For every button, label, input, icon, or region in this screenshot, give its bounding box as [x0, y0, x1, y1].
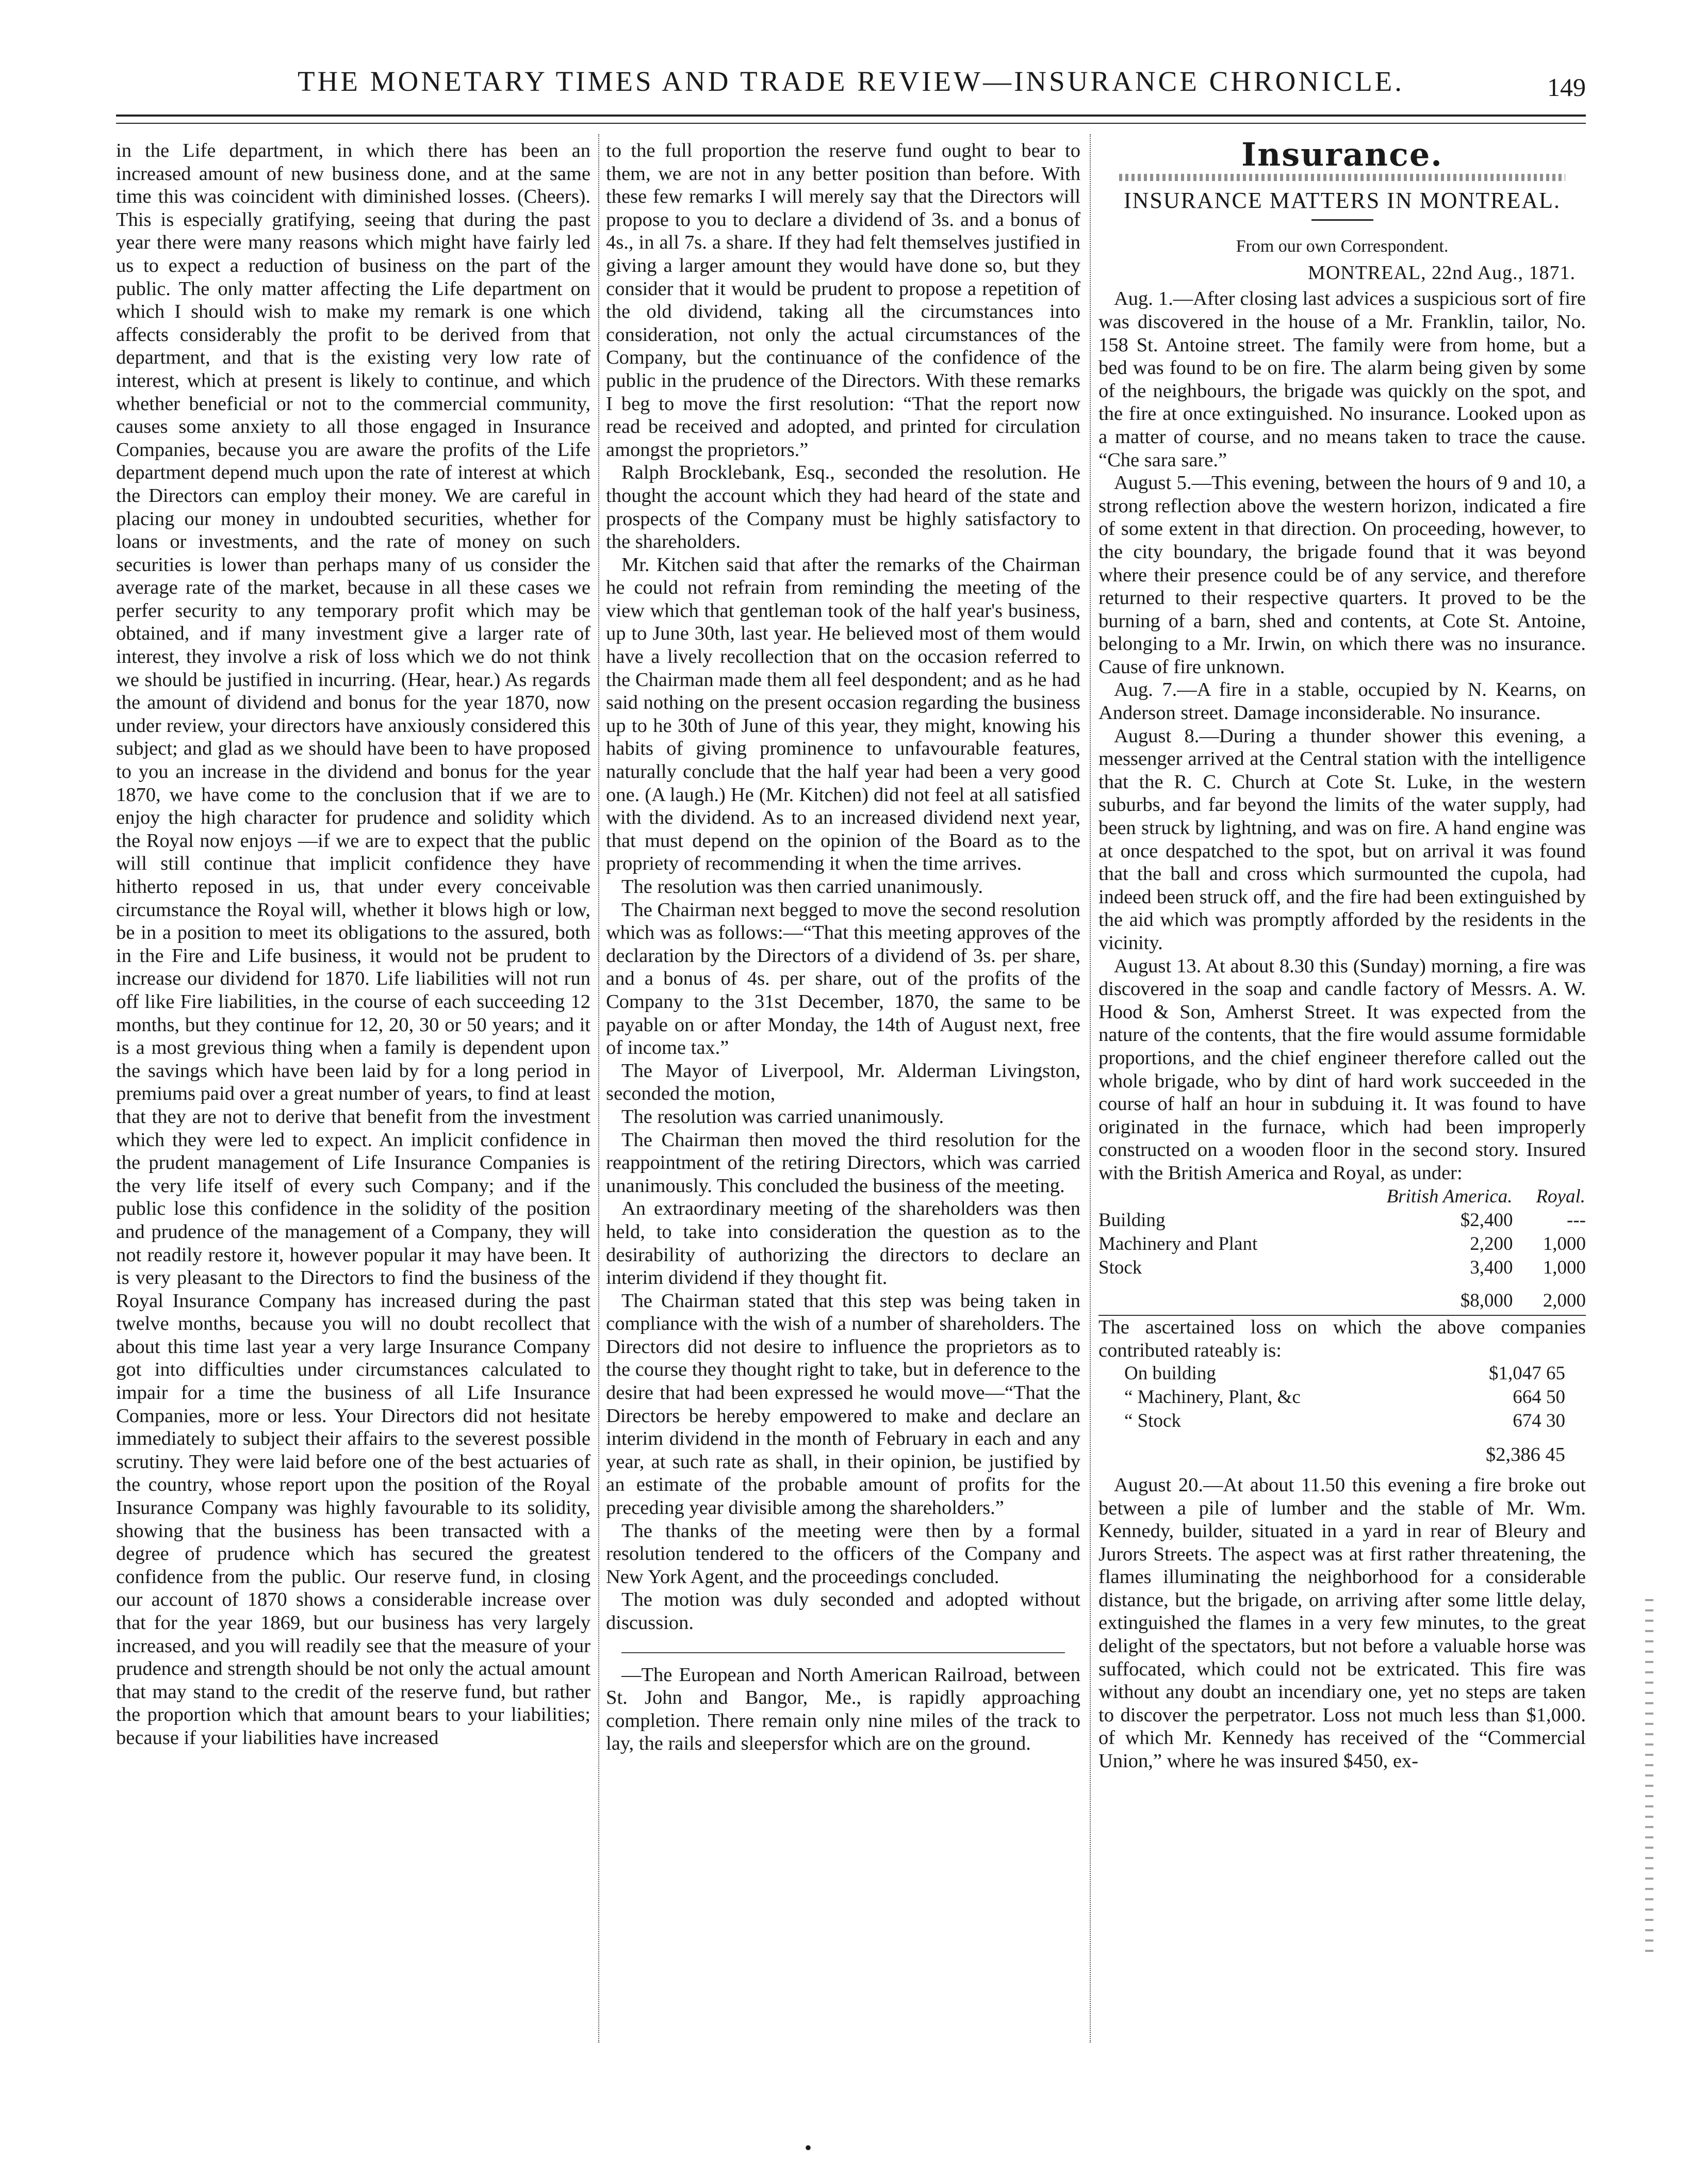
table-row [1098, 1256, 1586, 1280]
loss-value: 674 30 [1513, 1410, 1565, 1432]
column-3 [1098, 136, 1586, 1773]
article-title: INSURANCE MATTERS IN MONTREAL. [1123, 187, 1561, 213]
body-paragraph: The Chairman next begged to move the second resolution which was as follows:—“That this meeting approves of the declaration by the Directors of a dividend of 3s. per share, and a bonus of 4s. per share, out of the profits of the Company to the 31st December, 1870, the same to be payable on or after Monday, the 14th of August next, free of income tax.” [606, 899, 1080, 1059]
loss-item [1124, 1362, 1586, 1386]
loss-value: $1,047 65 [1489, 1363, 1565, 1384]
body-paragraph: The Mayor of Liverpool, Mr. Alderman Livingston, seconded the motion, [606, 1060, 1080, 1105]
royal-value: --- [1567, 1210, 1586, 1231]
body-paragraph: The motion was duly seconded and adopted without discussion. [606, 1589, 1080, 1634]
running-title: THE MONETARY TIMES AND TRADE REVIEW—INSURANCE CHRONICLE. [297, 66, 1405, 97]
report-paragraph: Aug. 1.—After closing last advices a suspicious sort of fire was discovered in the house of a Mr. Franklin, tailor, No. 158 St. Antoine street. The family were from home, but a bed was found to be on fire. The alarm being given by some of the neighbours, the brigade was quickly on the spot, and the fire at once extinguished. No insurance. Looked upon as a matter of course, and no means taken to trace the cause. “Che sara sare.” [1098, 288, 1586, 471]
column-divider [1090, 134, 1091, 2043]
table-total-row [1098, 1280, 1586, 1313]
royal-total: 2,000 [1543, 1290, 1586, 1312]
body-paragraph: The Chairman stated that this step was being taken in compliance with the wish of a number of shareholders. The Directors did not desire to influence the proprietors as to the course they thought right to take, but in deference to the desire that had been expressed he would move—“That the Directors be hereby empowered to make and declare an interim dividend in the month of February in each and any year, at such rate as shall, in their opinion, be justified by an estimate of the probable amount of profits for the preceding year divisible among the shareholders.” [606, 1290, 1080, 1519]
ba-value: 2,200 [1470, 1233, 1513, 1255]
report-paragraph: August 8.—During a thunder shower this evening, a messenger arrived at the Central station with the intelligence that the R. C. Church at Cote St. Luke, in the western suburbs, and far beyond the limits of the water supply, had been struck by lightning, and was on fire. A hand engine was at once despatched to the spot, but on arrival it was found that the ball and cross which surmounted the cupola, had indeed been struck off, and the fire had been extinguished by the aid which was promptly afforded by the residents in the vicinity. [1098, 725, 1586, 954]
header-rule-thin [116, 123, 1586, 124]
header-rule [116, 115, 1586, 117]
loss-total: $2,386 45 [1486, 1444, 1565, 1466]
ba-total: $8,000 [1460, 1290, 1513, 1312]
column-2 [606, 139, 1080, 1755]
loss-item [1124, 1409, 1586, 1433]
body-paragraph: Ralph Brocklebank, Esq., seconded the resolution. He thought the account which they had heard of the state and prospects of the Company must be highly satisfactory to the shareholders. [606, 462, 1080, 553]
royal-value: 1,000 [1543, 1233, 1586, 1255]
insurance-table [1098, 1185, 1586, 1313]
table-row [1098, 1209, 1586, 1232]
body-paragraph: The resolution was carried unanimously. [621, 1105, 944, 1128]
body-paragraph: An extraordinary meeting of the shareholders was then held, to take into consideration the question as to the desirability of authorizing the directors to declare an interim dividend if they thought fit. [606, 1198, 1080, 1289]
ba-value: 3,400 [1470, 1257, 1513, 1279]
page-number: 149 [1547, 73, 1586, 102]
title-rule [1311, 219, 1373, 221]
column-divider [598, 134, 599, 2043]
table-row [1098, 1232, 1586, 1256]
column-header: Royal. [1536, 1185, 1585, 1207]
row-label: Building [1098, 1210, 1166, 1231]
column-header: British America. [1386, 1185, 1513, 1207]
report-paragraph: August 13. At about 8.30 this (Sunday) morning, a fire was discovered in the soap and candle factory of Messrs. A. W. Hood & Son, Amherst Street. It was expected from the nature of the contents, that the fire would assume formidable proportions, and the chief engineer therefore called out the whole brigade, who by dint of hard work succeeded in the course of half an hour in subduing it. It was found to have originated in the furnace, which had been improperly constructed on a wooden floor in the second story. Insured with the British America and Royal, as under: [1098, 955, 1586, 1184]
section-heading: Insurance. [1241, 136, 1443, 173]
ornamental-rule [1119, 174, 1565, 181]
body-paragraph: The resolution was then carried unanimously. [621, 876, 983, 898]
dateline: MONTREAL, 22nd Aug., 1871. [1308, 262, 1576, 284]
loss-label: On building [1124, 1363, 1216, 1384]
report-paragraph: August 20.—At about 11.50 this evening a fire broke out between a pile of lumber and the stable of Mr. Wm. Kennedy, builder, situated in a yard in rear of Bleury and Jurors Streets. The aspect was at first rather threatening, the flames illuminating the neighborhood for a considerable distance, but the brigade, on arriving after some little delay, extinguished the flames in a very few minutes, to the great delight of the spectators, but not before a valuable horse was suffocated, which could not be extricated. This fire was without any doubt an incendiary one, yet no steps are taken to discover the perpetrator. Loss not much less than $1,000. of which Mr. Kennedy has received of the “Commercial Union,” where he was insured $450, ex- [1098, 1474, 1586, 1772]
royal-value: 1,000 [1543, 1257, 1586, 1279]
report-paragraph: August 5.—This evening, between the hours of 9 and 10, a strong reflection above the western horizon, indicated a fire of some extent in that direction. On proceeding, however, to the city boundary, the brigade found that it was beyond where their presence could be of any service, and therefore returned to their respective quarters. It proved to be the burning of a barn, shed and contents, at Cote St. Antoine, belonging to a Mr. Irwin, on which there was no insurance. Cause of fire unknown. [1098, 472, 1586, 678]
loss-item [1124, 1386, 1586, 1409]
row-label: Stock [1098, 1257, 1142, 1279]
loss-value: 664 50 [1513, 1387, 1565, 1408]
column-1 [116, 139, 590, 1750]
running-head [116, 61, 1586, 102]
body-paragraph: in the Life department, in which there has been an increased amount of new business done, and at the same time this was coincident with diminished losses. (Cheers). This is especially gratifying, seeing that during the past year there were many reasons which might have fairly led us to expect a reduction of business on the part of the public. The only matter affecting the Life department on which I should wish to make my remark is one which affects considerably the profit to be derived from that department, and that is the existing very low rate of interest, which at present is likely to continue, and which whether beneficial or not to the commercial community, causes some anxiety to all those engaged in Insurance Companies, because you are aware the profits of the Life department depend much upon the rate of interest at which the Directors can employ their money. We are careful in placing our money in undoubted securities, whether for loans or investments, and the rate of money on such securities is lower than perhaps many of us consider the average rate of the market, because in all these cases we perfer security to any temporary profit which may be obtained, and if many investment give a larger rate of interest, they involve a risk of loss which we do not think we should be justified in incurring. (Hear, hear.) As regards the amount of dividend and bonus for the year 1870, now under review, your directors have anxiously considered this subject; and glad as we should have been to have proposed to you an increase in the dividend and bonus for the year 1870, we have come to the conclusion that if we are to enjoy the high character for prudence and solidity which the Royal now enjoys —if we are to expect that the public will still continue that implicit confidence they have hitherto reposed in us, that under every conceivable circumstance the Royal will, whether it blows high or low, be in a position to meet its obligations to the assured, both in the Fire and Life business, it would not be prudent to increase our dividend for 1870. Life liabilities will not run off like Fire liabilities, in the course of each succeeding 12 months, but they continue for 12, 20, 30 or 50 years; and it is a most grevious thing when a family is dependent upon the savings which have been laid by for a long period in premiums paid over a great number of years, to find at least that they are not to derive that benefit from the investment which they were led to expect. An implicit confidence in the prudent management of Life Insurance Companies is the very life itself of every such Company; and if the public lose this confidence in the solidity of the position and prudence of the management of a Company, they will not readily restore it, however popular it may have been. It is very pleasant to the Directors to find the business of the Royal Insurance Company has increased during the past twelve months, because you will no doubt recollect that about this time last year a very large Insurance Company got into difficulties under circumstances calculated to impair for a time the business of all Life Insurance Companies, more or less. Your Directors did not hesitate immediately to subject their affairs to the severest possible scrutiny. They were laid before one of the best actuaries of the country, whose report upon the position of the Royal Insurance Company was highly favourable to its solidity, showing that the business has been transacted with a degree of prudence which has secured the greatest confidence from the public. Our reserve fund, in closing our account of 1870 shows a considerable increase over that for the year 1869, but our business has very largely increased, and you will readily see that the measure of your prudence and strength should be not only the actual amount that may stand to the credit of the reserve fund, but rather the proportion which that amount bears to your liabilities; because if your liabilities have increased [116, 140, 590, 1749]
news-note: —The European and North American Railroad, between St. John and Bangor, Me., is rapidly approaching completion. There remain only nine miles of the track to lay, the rails and sleepersfor which are on the ground. [606, 1664, 1080, 1755]
body-paragraph: The Chairman then moved the third resolution for the reappointment of the retiring Directors, which was carried unanimously. This concluded the business of the meeting. [606, 1129, 1080, 1197]
table-header-row [1098, 1185, 1586, 1209]
loss-list [1124, 1362, 1586, 1433]
loss-label: “ Machinery, Plant, &c [1124, 1387, 1301, 1408]
footer-mark: • [805, 2136, 812, 2159]
report-paragraph: Aug. 7.—A fire in a stable, occupied by N. Kearns, on Anderson street. Damage inconsiderable. No insurance. [1098, 679, 1586, 724]
row-label: Machinery and Plant [1098, 1233, 1258, 1255]
page-edge-artifact [1645, 1599, 1653, 1960]
byline: From our own Correspondent. [1236, 237, 1449, 256]
body-paragraph: to the full proportion the reserve fund ought to bear to them, we are not in any better position than before. With these few remarks I will merely say that the Directors will propose to you to declare a dividend of 3s. and a bonus of 4s., in all 7s. a share. If they had felt themselves justified in giving a larger amount they would have done so, but they consider that it would be prudent to propose a repetition of the old dividend, taking all the circumstances into consideration, not only the actual circumstances of the Company, but the continuance of the confidence of the public in the prudence of the Directors. With these remarks I beg to move the first resolution: “That the report now read be received and adopted, and printed for circulation amongst the proprietors.” [606, 140, 1080, 461]
loss-label: “ Stock [1124, 1410, 1181, 1432]
ba-value: $2,400 [1460, 1210, 1513, 1231]
loss-intro: The ascertained loss on which the above companies contributed rateably is: [1098, 1316, 1586, 1361]
body-paragraph: Mr. Kitchen said that after the remarks of the Chairman he could not refrain from reminding the meeting of the view which that gentleman took of the half year's business, up to June 30th, last year. He believed most of them would have a lively recollection that on the occasion referred to the Chairman made them all feel despondent; and as he had said nothing on the present occasion regarding the business up to he 30th of June of this year, they might, knowing his habits of giving prominence to unfavourable features, naturally conclude that the half year had been a very good one. (A laugh.) He (Mr. Kitchen) did not feel at all satisfied with the dividend. As to an increased dividend next year, that must depend on the opinion of the Board as to the propriety of recommending it when the time arrives. [606, 553, 1080, 875]
note-rule [621, 1652, 1065, 1653]
body-paragraph: The thanks of the meeting were then by a formal resolution tendered to the officers of the Company and New York Agent, and the proceedings concluded. [606, 1520, 1080, 1588]
